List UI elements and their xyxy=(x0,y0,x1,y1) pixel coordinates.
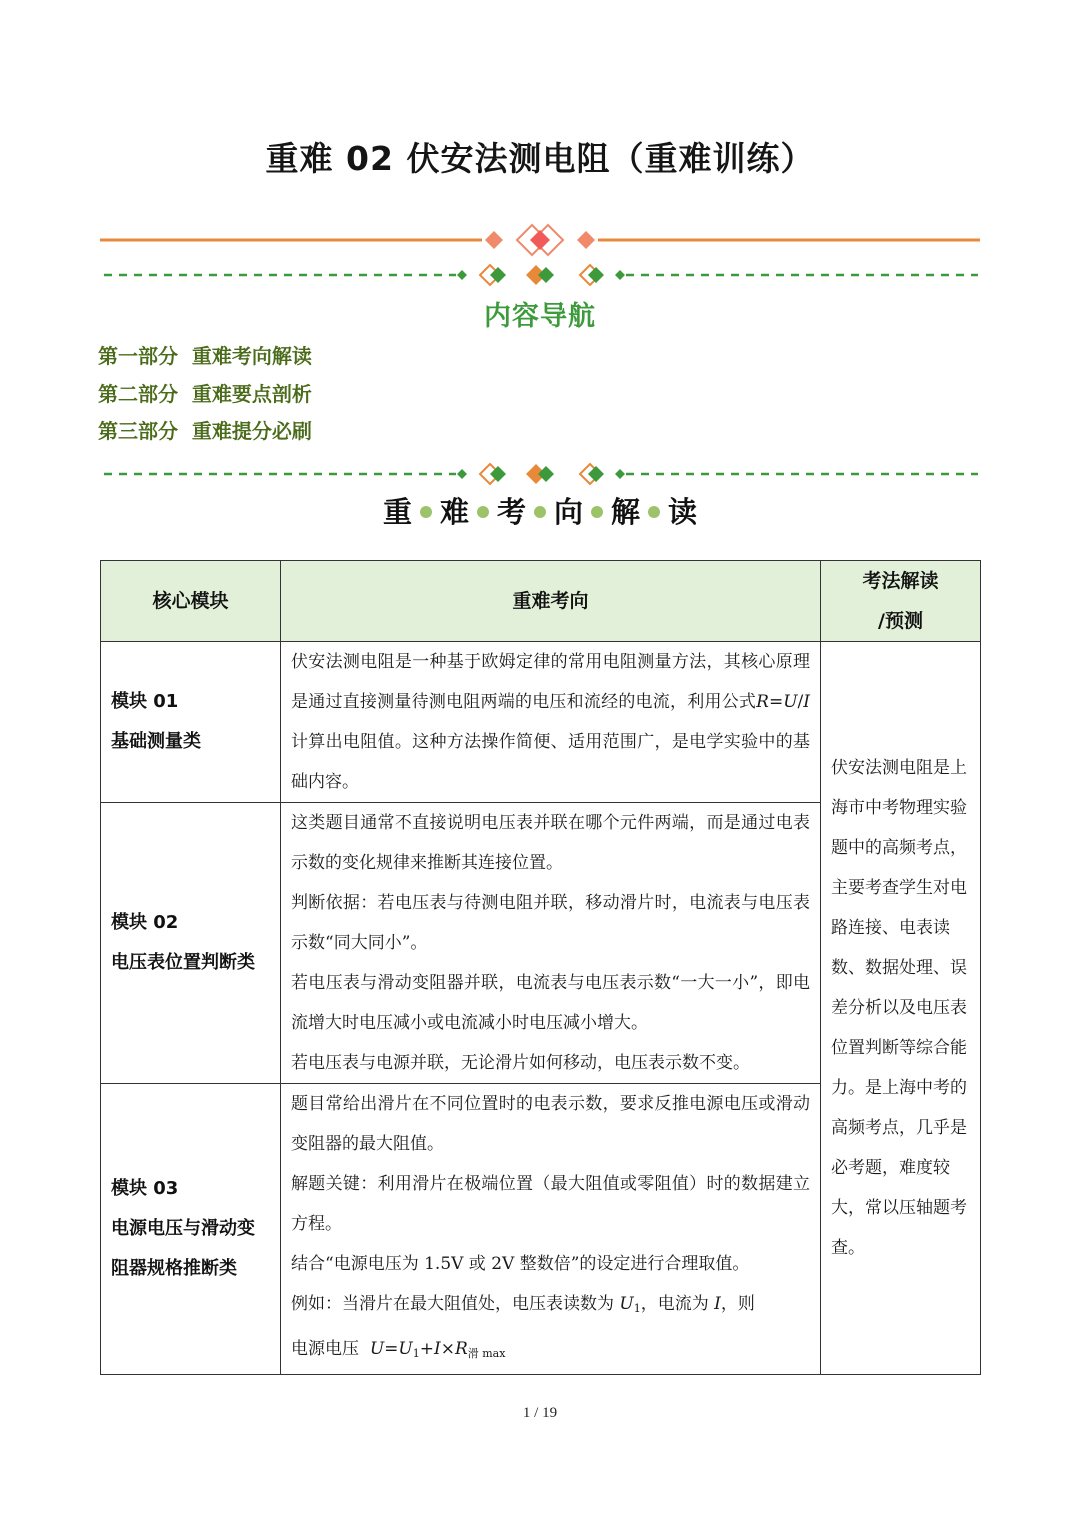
module-name: 基础测量类 xyxy=(111,731,201,752)
diamond-icon xyxy=(485,231,503,249)
formula-op: = xyxy=(768,692,784,712)
formula-var: I xyxy=(714,1294,721,1314)
module-number: 模块 03 xyxy=(111,1178,179,1199)
interpretation-cell: 伏安法测电阻是上海市中考物理实验题中的高频考点，主要考查学生对电路连接、电表读数、数据处理、误差分析以及电压表位置判断等综合能力。是上海中考的高频考点，几乎是必考题，难度较大，常以压轴题考查。 xyxy=(821,642,981,1375)
dot-icon xyxy=(420,506,432,518)
formula-var: I xyxy=(803,692,810,712)
module-name: 电压表位置判断类 xyxy=(111,952,255,973)
page-title: 重难 02 伏安法测电阻（重难训练） xyxy=(265,139,815,178)
header-interpretation-line1: 考法解读 xyxy=(862,570,939,592)
formula-op: + xyxy=(419,1339,434,1359)
module-name-cont: 阻器规格推断类 xyxy=(111,1258,237,1279)
formula-var: I xyxy=(433,1339,441,1359)
formula-op: = xyxy=(384,1339,399,1359)
focus-paragraph: 这类题目通常不直接说明电压表并联在哪个元件两端，而是通过电表示数的变化规律来推断其连接位置。 xyxy=(291,813,810,873)
focus-paragraph: 若电压表与电源并联，无论滑片如何移动，电压表示数不变。 xyxy=(291,1053,750,1073)
formula-subscript: 1 xyxy=(412,1347,420,1360)
dot-icon xyxy=(591,506,603,518)
dot-icon xyxy=(648,506,660,518)
focus-text: ，则 xyxy=(720,1294,755,1314)
section-heading xyxy=(0,490,1080,531)
focus-paragraph xyxy=(291,642,810,802)
diamond-icon xyxy=(588,466,604,482)
focus-cell xyxy=(281,1084,821,1375)
formula-var: R xyxy=(454,1339,468,1359)
module-cell xyxy=(101,642,281,803)
dot-icon xyxy=(534,506,546,518)
page-number: 1 / 19 xyxy=(522,1405,558,1421)
formula-var: U xyxy=(398,1339,413,1359)
section-heading-char: 读 xyxy=(668,495,698,529)
diamond-icon xyxy=(490,267,506,283)
table-row xyxy=(101,642,981,803)
diamond-icon xyxy=(577,231,595,249)
nav-heading: 内容导航 xyxy=(484,301,596,332)
focus-paragraph: 题目常给出滑片在不同位置时的电表示数，要求反推电源电压或滑动变阻器的最大阻值。 xyxy=(291,1094,810,1154)
table-header-row xyxy=(101,561,981,642)
section-heading-char: 重 xyxy=(382,495,412,529)
formula-subscript: 滑 max xyxy=(467,1347,506,1360)
section-heading-char: 解 xyxy=(611,495,641,529)
diamond-icon xyxy=(588,267,604,283)
diamond-icon xyxy=(490,466,506,482)
formula-var: U xyxy=(619,1294,634,1314)
focus-text: 例如：当滑片在最大阻值处，电压表读数为 xyxy=(291,1294,620,1314)
formula-var: R xyxy=(756,692,769,712)
focus-cell xyxy=(281,642,821,803)
nav-item-part-3[interactable]: 第三部分 重难提分必刷 xyxy=(98,419,312,443)
module-number: 模块 01 xyxy=(111,691,179,712)
dot-icon xyxy=(477,506,489,518)
module-cell xyxy=(101,1084,281,1375)
module-table xyxy=(100,560,981,1375)
focus-cell xyxy=(281,803,821,1084)
formula-op: × xyxy=(440,1339,455,1359)
module-cell xyxy=(101,803,281,1084)
focus-paragraph: 判断依据：若电压表与待测电阻并联，移动滑片时，电流表与电压表示数“同大同小”。 xyxy=(291,893,810,953)
header-interpretation xyxy=(821,561,981,642)
title-divider xyxy=(0,222,1080,258)
header-core-module: 核心模块 xyxy=(101,561,281,642)
section-heading-char: 难 xyxy=(439,495,469,529)
focus-text: 计算出电阻值。这种方法操作简便、适用范围广，是电学实验中的基础内容。 xyxy=(291,732,810,792)
formula-subscript: 1 xyxy=(633,1302,641,1315)
focus-example xyxy=(291,1284,810,1329)
module-name: 电源电压与滑动变 xyxy=(111,1218,255,1239)
header-focus: 重难考向 xyxy=(281,561,821,642)
formula-var: U xyxy=(783,692,798,712)
formula-var: U xyxy=(369,1339,385,1359)
focus-paragraph: 结合“电源电压为 1.5V 或 2V 整数倍”的设定进行合理取值。 xyxy=(291,1254,750,1274)
focus-paragraph: 解题关键：利用滑片在极端位置（最大阻值或零阻值）时的数据建立方程。 xyxy=(291,1174,810,1234)
focus-formula xyxy=(291,1329,810,1374)
focus-text: 电源电压 xyxy=(291,1339,370,1359)
diamond-icon xyxy=(530,230,550,250)
section-heading-char: 考 xyxy=(496,495,526,529)
diamond-icon xyxy=(538,267,554,283)
nav-list xyxy=(98,338,312,451)
focus-text: ，电流为 xyxy=(640,1294,715,1314)
nav-item-part-2[interactable]: 第二部分 重难要点剖析 xyxy=(98,381,312,406)
focus-paragraph: 若电压表与滑动变阻器并联，电流表与电压表示数“一大一小”，即电流增大时电压减小或电流减小时电压减小增大。 xyxy=(291,973,810,1033)
nav-item-part-1[interactable]: 第一部分 重难考向解读 xyxy=(98,344,312,368)
nav-bottom-divider xyxy=(0,461,1080,487)
module-number: 模块 02 xyxy=(111,912,179,933)
nav-top-divider xyxy=(0,262,1080,288)
diamond-icon xyxy=(538,466,554,482)
header-interpretation-line2: /预测 xyxy=(878,610,923,632)
focus-text: 伏安法测电阻是一种基于欧姆定律的常用电阻测量方法，其核心原理是通过直接测量待测电阻两端的电压和流经的电流，利用公式 xyxy=(291,652,810,712)
section-heading-char: 向 xyxy=(554,495,584,529)
formula-op: / xyxy=(797,692,804,712)
